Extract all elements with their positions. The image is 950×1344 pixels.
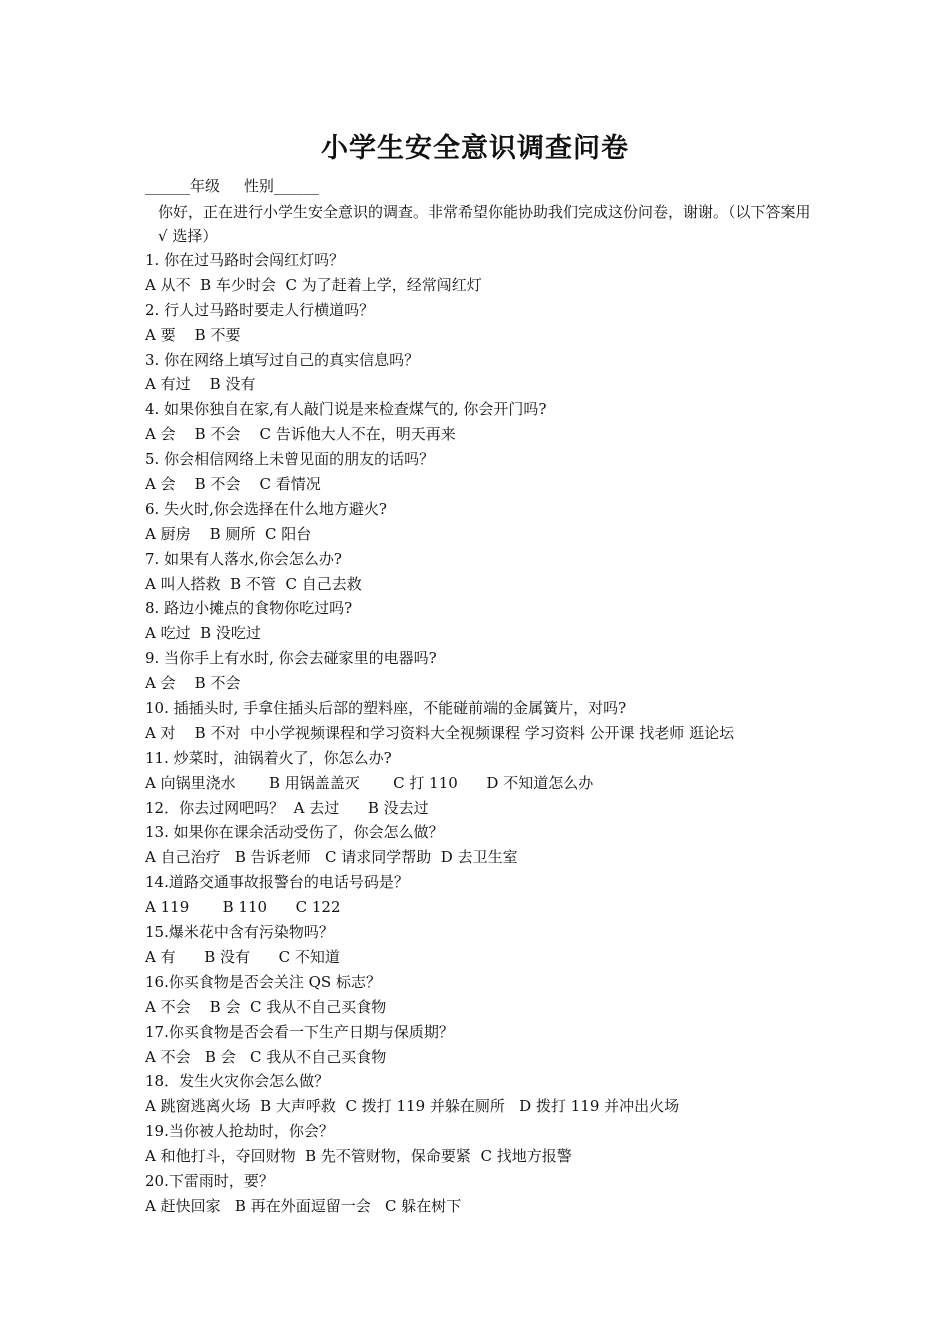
question-item	[145, 870, 845, 920]
question-item	[145, 1020, 845, 1070]
page-title: 小学生安全意识调查问卷	[321, 133, 629, 164]
question-item	[145, 298, 845, 348]
question-options: A 119 B 110 C 122	[145, 898, 341, 917]
question-options: A 厨房 B 厕所 C 阳台	[145, 524, 312, 543]
question-text: 18．发生火灾你会怎么做？	[145, 1072, 330, 1091]
question-text: 7. 如果有人落水,你会怎么办?	[145, 549, 342, 568]
question-text: 2. 行人过马路时要走人行横道吗？	[145, 300, 375, 319]
question-options: A 吃过 B 没吃过	[145, 624, 261, 643]
question-options: A 自己治疗 B 告诉老师 C 请求同学帮助 D 去卫生室	[145, 848, 518, 867]
question-text: 1. 你在过马路时会闯红灯吗？	[145, 251, 345, 269]
question-item	[145, 820, 845, 870]
question-item	[145, 746, 845, 796]
question-options: A 和他打斗，夺回财物 B 先不管财物，保命要紧 C 找地方报警	[145, 1147, 572, 1166]
grade-gender-line: ______年级 性别______	[145, 177, 319, 195]
question-options: A 不会 B 会 C 我从不自己买食物	[145, 1047, 387, 1066]
question-text: 20.下雷雨时，要？	[145, 1171, 274, 1190]
question-options: A 叫人搭救 B 不管 C 自己去救	[145, 574, 362, 593]
question-item	[145, 348, 845, 398]
question-options: A 会 B 不会 C 看情况	[145, 475, 321, 494]
question-options: A 跳窗逃离火场 B 大声呼救 C 拨打 119 并躲在厕所 D 拨打 119 并冲出火场	[145, 1097, 680, 1116]
question-item	[145, 696, 845, 746]
question-text: 6. 失火时,你会选择在什么地方避火?	[145, 499, 387, 518]
question-text: 8. 路边小摊点的食物你吃过吗?	[145, 599, 353, 618]
question-text: 15.爆米花中含有污染物吗？	[145, 923, 334, 942]
question-options: A 会 B 不会 C 告诉他大人不在，明天再来	[145, 425, 456, 444]
question-text: 11. 炒菜时，油锅着火了，你怎么办?	[145, 748, 392, 767]
question-options: A 会 B 不会	[145, 674, 241, 693]
question-text: 17.你买食物是否会看一下生产日期与保质期？	[145, 1022, 454, 1041]
question-options: A 从不 B 车少时会 C 为了赶着上学，经常闯红灯	[145, 275, 482, 294]
question-text: 3. 你在网络上填写过自己的真实信息吗？	[145, 350, 420, 369]
question-item	[145, 547, 845, 597]
question-item	[145, 646, 845, 696]
question-item	[145, 447, 845, 497]
question-item	[145, 920, 845, 970]
question-options: A 向锅里浇水 B 用锅盖盖灭 C 打 110 D 不知道怎么办	[145, 773, 594, 792]
question-text: 13. 如果你在课余活动受伤了，你会怎么做？	[145, 823, 444, 842]
question-list	[145, 248, 845, 1219]
intro-paragraph: 你好，正在进行小学生安全意识的调查。非常希望你能协助我们完成这份问卷，谢谢。（以下答案用 √ 选择）	[158, 203, 811, 245]
question-text: 12．你去过网吧吗？ A 去过 B 没去过	[145, 798, 429, 817]
question-options: A 对 B 不对 中小学视频课程和学习资料大全视频课程 学习资料 公开课 找老师 逛论坛	[145, 723, 735, 742]
question-options: A 有过 B 没有	[145, 375, 256, 394]
question-text: 10. 插插头时, 手拿住插头后部的塑料座，不能碰前端的金属簧片，对吗?	[145, 699, 627, 718]
question-options: A 赶快回家 B 再在外面逗留一会 C 躲在树下	[145, 1196, 462, 1215]
question-item	[145, 596, 845, 646]
question-item	[145, 796, 845, 821]
question-item	[145, 1069, 845, 1119]
question-item	[145, 1169, 845, 1219]
question-text: 9. 当你手上有水时, 你会去碰家里的电器吗?	[145, 649, 437, 668]
question-item	[145, 497, 845, 547]
question-options: A 有 B 没有 C 不知道	[145, 947, 340, 966]
question-item	[145, 397, 845, 447]
question-item	[145, 248, 845, 298]
question-text: 19.当你被人抢劫时，你会？	[145, 1122, 334, 1141]
question-text: 14.道路交通事故报警台的电话号码是？	[145, 873, 409, 892]
question-item	[145, 970, 845, 1020]
question-options: A 要 B 不要	[145, 325, 241, 344]
question-options: A 不会 B 会 C 我从不自己买食物	[145, 997, 387, 1016]
question-text: 4. 如果你独自在家,有人敲门说是来检查煤气的, 你会开门吗?	[145, 400, 547, 419]
question-text: 5. 你会相信网络上未曾见面的朋友的话吗？	[145, 450, 435, 469]
question-text: 16.你买食物是否会关注 QS 标志？	[145, 972, 381, 991]
question-item	[145, 1119, 845, 1169]
